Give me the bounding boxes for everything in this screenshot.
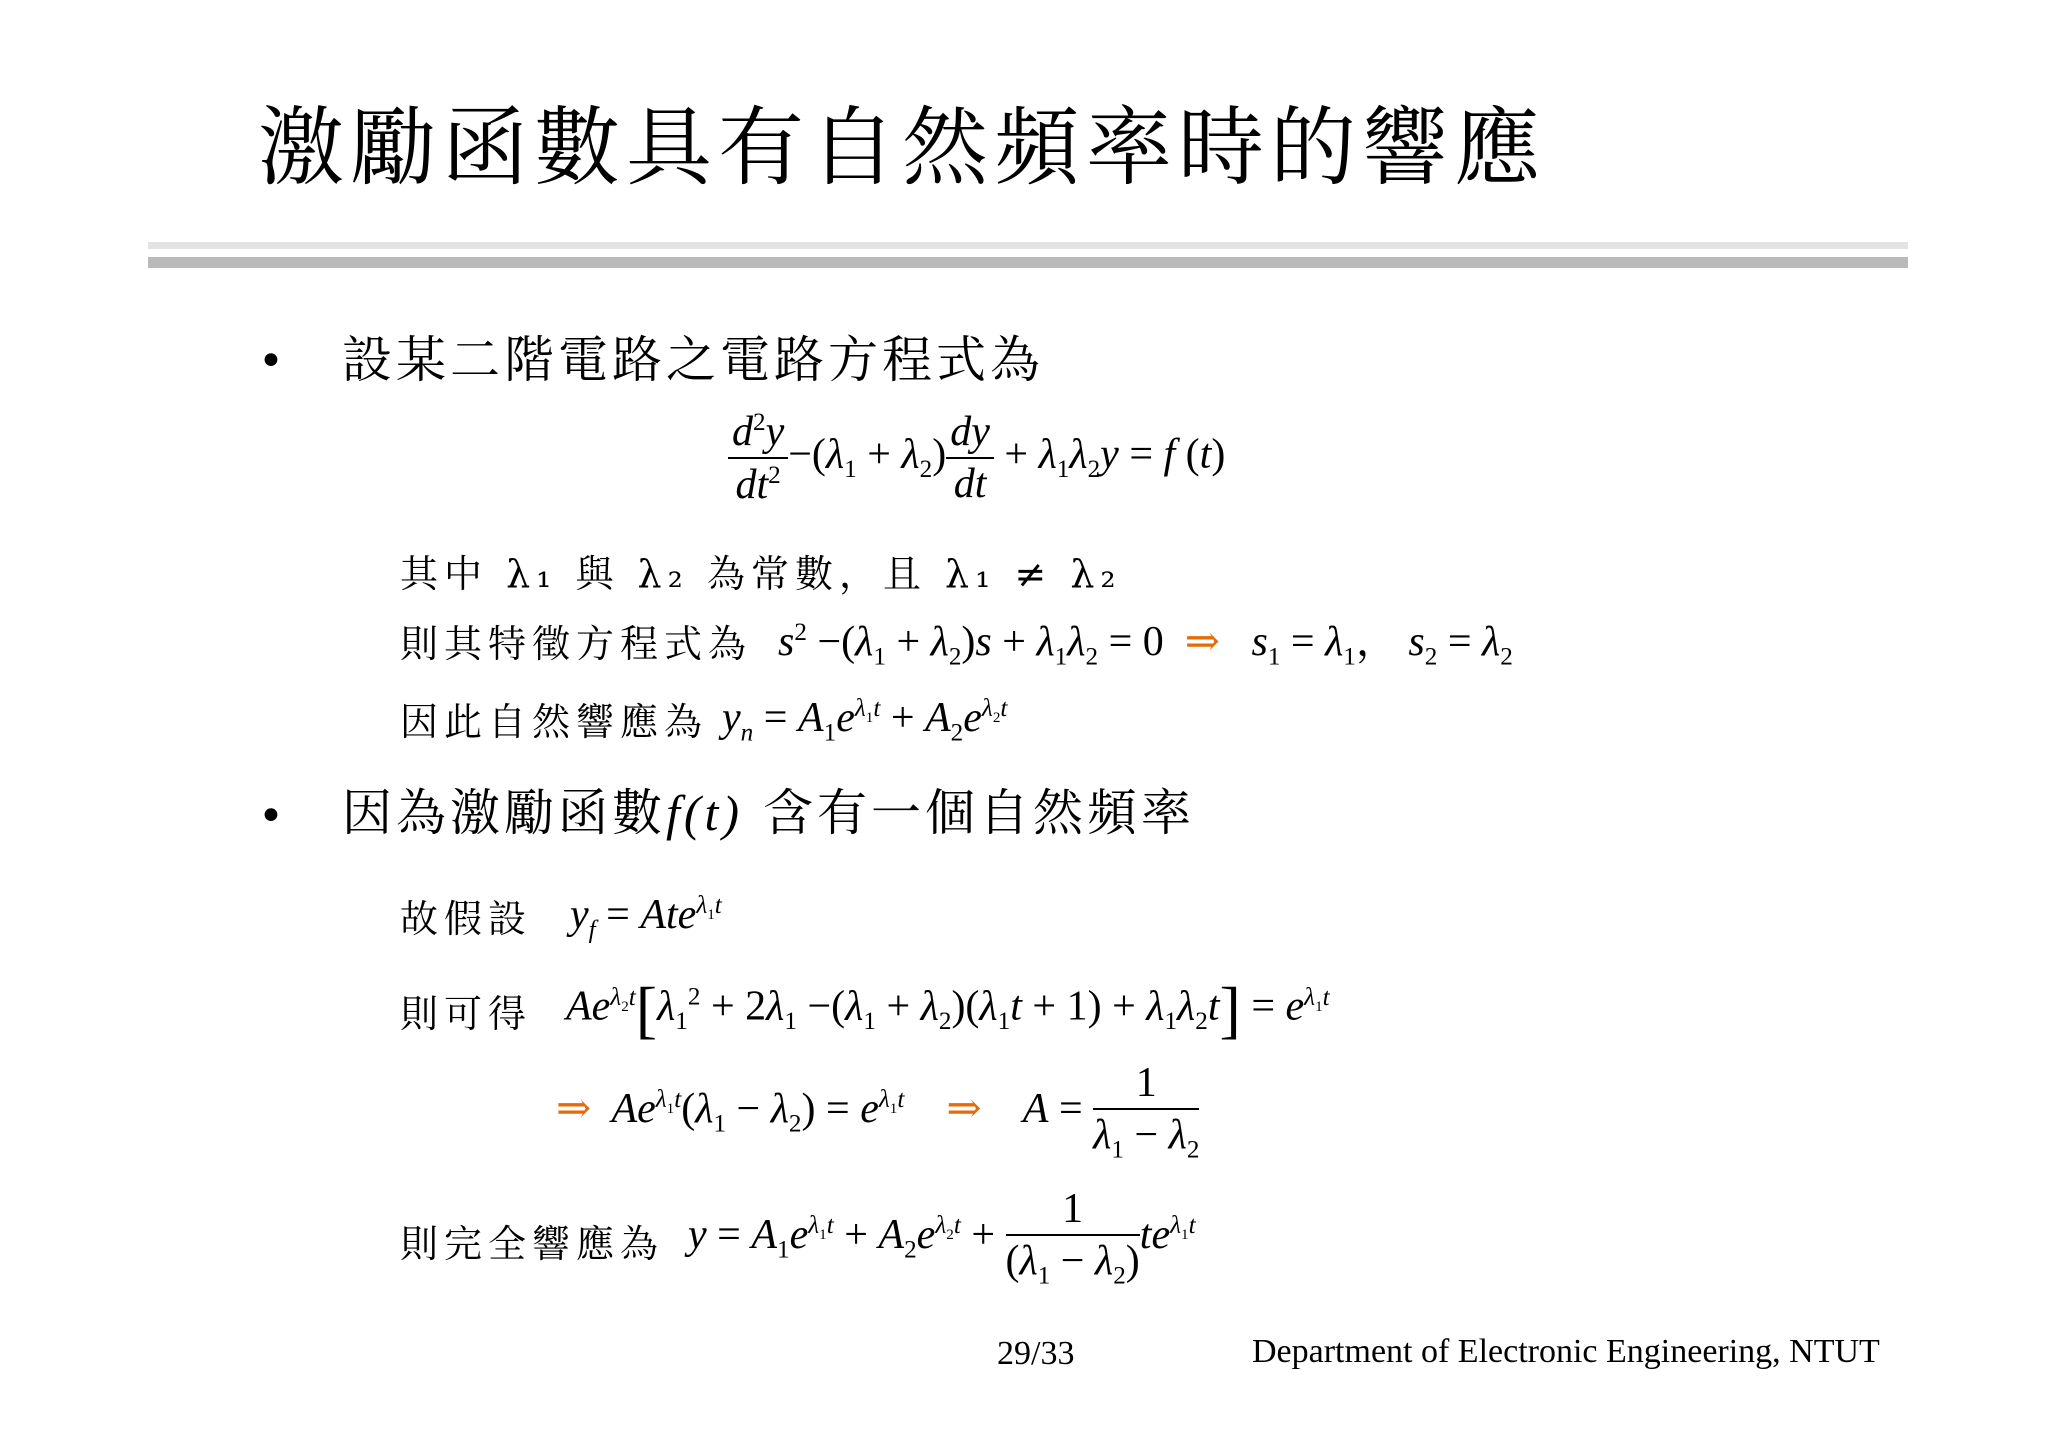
bullet-dot-1: • (258, 336, 284, 387)
title-divider-dark (148, 257, 1908, 268)
assume-label: 故假設 (400, 897, 533, 941)
complete-response-label: 則完全響應為 (400, 1222, 665, 1266)
footer-department: Department of Electronic Engineering, NTUT (1252, 1333, 1880, 1370)
bullet-1-text: 設某二階電路之電路方程式為 (342, 331, 1044, 389)
implies-arrow-1: ⇒ (1174, 619, 1231, 665)
implies-arrow-2: ⇒ (556, 1085, 592, 1132)
bullet-2-function: f(t) (666, 785, 744, 841)
complete-response-equation: $y = A_1e^{\lambda_1t} + A_2e^{\lambda_2t}$ + $\frac{1}{(\lambda_1 - \lambda_2)}$ $te^{\lambda_1t}$ (688, 1186, 1196, 1290)
char-eq-label: 則其特徵方程式為 (400, 622, 753, 666)
coefficient-solution: ⇒ $Ae^{\lambda_1t}(\lambda_1 - \lambda_2) = e^{\lambda_1t}$ ⇒ A = $\frac{1}{\lambda_1 - \lambda_2}$ (556, 1060, 1200, 1164)
circuit-equation: $\frac{d^2y}{dt^2}$ $-(\lambda_1 + \lambda_2)$ $\frac{dy}{dt}$ + $\lambda_1\lambda_2y = f$ (t) (728, 410, 1225, 506)
slide-title: 激勵函數具有自然頻率時的響應 (258, 98, 1546, 198)
substitution-equation: $Ae^{\lambda_2t}[\lambda_1^2 + 2\lambda_1 -(\lambda_1 + \lambda_2)(\lambda_1t + 1) + \lambda_1\lambda_2t] = e^{\lambda_1t}$ (566, 974, 1330, 1045)
bullet-2-text (342, 784, 1195, 842)
forced-response-guess: $y_f = Ate^{\lambda_1t}$ (570, 892, 722, 944)
natural-response-label: 因此自然響應為 (400, 700, 709, 744)
constants-statement: 其中 λ₁ 與 λ₂ 為常數，且 λ₁ ≠ λ₂ (400, 552, 1122, 596)
bullet-dot-2: • (258, 791, 284, 842)
implies-arrow-3: ⇒ (946, 1085, 982, 1132)
bullet-2-post: 含有一個自然頻率 (763, 784, 1195, 842)
obtain-label: 則可得 (400, 992, 533, 1036)
natural-response-equation: $y_n = A_1e^{\lambda_1t} + A_2e^{\lambda_2t}$ (722, 695, 1008, 747)
title-divider-light (148, 242, 1908, 249)
page-number: 29/33 (997, 1335, 1075, 1372)
characteristic-equation: $s^2 -(\lambda_1 + \lambda_2)s + \lambda_1\lambda_2 = 0$ ⇒ $s_1 = \lambda_1$， $s_2 = \lambda_2$ (778, 619, 1513, 671)
bullet-2-pre: 因為激勵函數 (342, 784, 666, 842)
